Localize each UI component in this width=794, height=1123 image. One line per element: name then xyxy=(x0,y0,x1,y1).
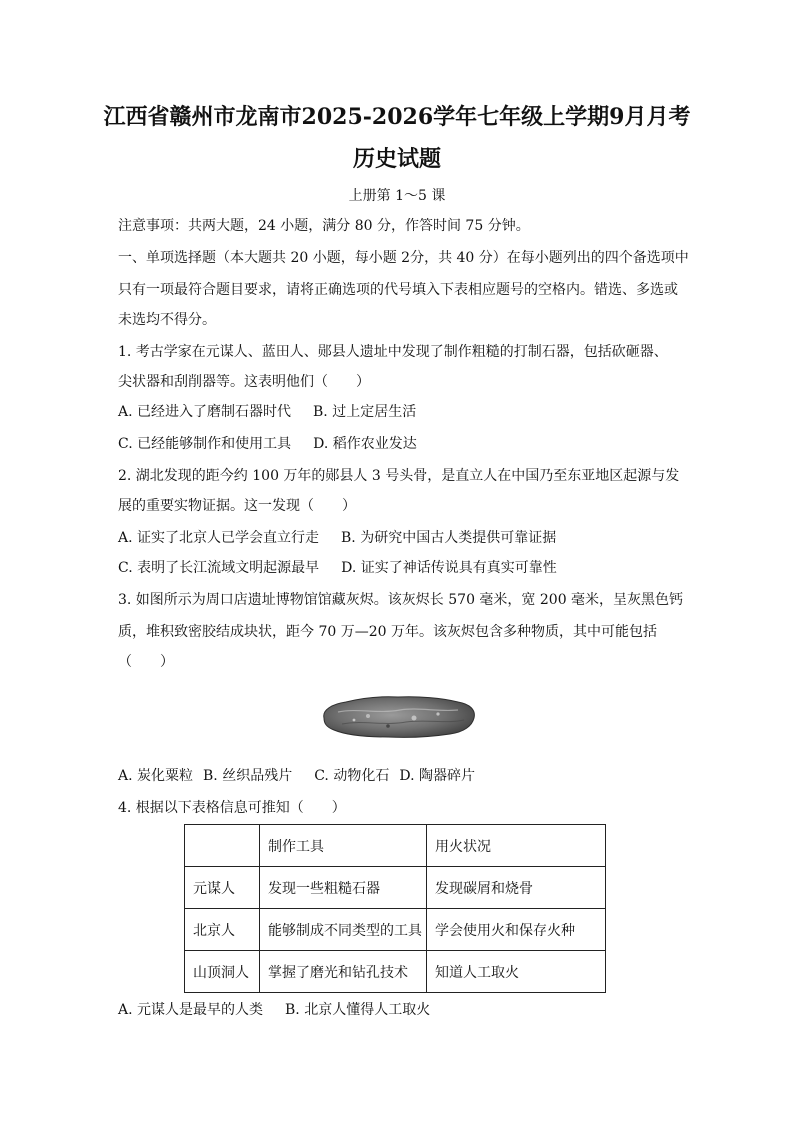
q2-option-b[interactable]: B. 为研究中国古人类提供可靠证据 xyxy=(341,530,557,546)
exam-notice: 注意事项：共两大题，24 小题，满分 80 分，作答时间 75 分钟。 xyxy=(118,218,530,234)
q2-stem-line: 展的重要实物证据。这一发现（ ） xyxy=(118,498,356,514)
q1-options-row xyxy=(118,402,438,422)
ash-specimen-image xyxy=(318,690,478,740)
q4-stem-line: 4. 根据以下表格信息可推知（ ） xyxy=(118,800,346,816)
q2-options-row xyxy=(118,558,579,578)
table-cell: 知道人工取火 xyxy=(427,951,606,993)
section-intro-line: 只有一项最符合题目要求，请将正确选项的代号填入下表相应题号的空格内。错选、多选或 xyxy=(118,282,678,298)
table-row xyxy=(185,951,606,993)
exam-title-line1: 江西省赣州市龙南市2025-2026学年七年级上学期9月月考 xyxy=(103,104,691,130)
table-row xyxy=(185,909,606,951)
table-header-cell xyxy=(185,825,260,867)
q3-stem-line: 质，堆积致密胶结成块状，距今 70 万—20 万年。该灰烬包含多种物质，其中可能包括 xyxy=(118,624,657,640)
table-cell: 学会使用火和保存火种 xyxy=(427,909,606,951)
q3-option-a[interactable]: A. 炭化粟粒 xyxy=(118,768,194,784)
q2-option-d[interactable]: D. 证实了神话传说具有真实可靠性 xyxy=(341,560,557,576)
q3-stem-line: 3. 如图所示为周口店遗址博物馆馆藏灰烬。该灰烬长 570 毫米，宽 200 毫米，呈灰黑色钙 xyxy=(118,592,684,608)
table-header-cell: 用火状况 xyxy=(427,825,606,867)
section-intro-line: 一、单项选择题（本大题共 20 小题，每小题 2分，共 40 分）在每小题列出的四个备选项中 xyxy=(118,250,689,266)
q1-option-a[interactable]: A. 已经进入了磨制石器时代 xyxy=(118,404,292,420)
q1-option-c[interactable]: C. 已经能够制作和使用工具 xyxy=(118,436,292,452)
table-cell: 发现一些粗糙石器 xyxy=(260,867,427,909)
q4-option-a[interactable]: A. 元谋人是最早的人类 xyxy=(118,1002,264,1018)
q3-options-row xyxy=(118,766,497,786)
q4-option-b[interactable]: B. 北京人懂得人工取火 xyxy=(285,1002,431,1018)
q3-option-b[interactable]: B. 丝织品残片 xyxy=(203,768,293,784)
exam-subtitle: 上册第 1～5 课 xyxy=(348,188,446,204)
q1-option-d[interactable]: D. 稻作农业发达 xyxy=(313,436,417,452)
table-cell: 掌握了磨光和钻孔技术 xyxy=(260,951,427,993)
table-row xyxy=(185,867,606,909)
q1-stem-line: 尖状器和刮削器等。这表明他们（ ） xyxy=(118,374,370,390)
q3-option-c[interactable]: C. 动物化石 xyxy=(314,768,390,784)
q4-options-row xyxy=(118,1000,452,1020)
table-cell: 发现碳屑和烧骨 xyxy=(427,867,606,909)
section-intro-line: 未选均不得分。 xyxy=(118,312,216,328)
table-cell: 元谋人 xyxy=(185,867,260,909)
q4-info-table xyxy=(184,824,606,993)
q2-options-row xyxy=(118,528,578,548)
table-cell: 北京人 xyxy=(185,909,260,951)
q2-option-a[interactable]: A. 证实了北京人已学会直立行走 xyxy=(118,530,320,546)
q1-options-row xyxy=(118,434,439,454)
table-cell: 山顶洞人 xyxy=(185,951,260,993)
q2-stem-line: 2. 湖北发现的距今约 100 万年的郧县人 3 号头骨，是直立人在中国乃至东亚地区起源与发 xyxy=(118,468,680,484)
table-cell: 能够制成不同类型的工具 xyxy=(260,909,427,951)
q3-option-d[interactable]: D. 陶器碎片 xyxy=(399,768,475,784)
q1-option-b[interactable]: B. 过上定居生活 xyxy=(313,404,417,420)
q1-stem-line: 1. 考古学家在元谋人、蓝田人、郧县人遗址中发现了制作粗糙的打制石器，包括砍砸器、 xyxy=(118,344,668,360)
table-header-cell: 制作工具 xyxy=(260,825,427,867)
exam-title-line2: 历史试题 xyxy=(352,146,441,172)
q2-option-c[interactable]: C. 表明了长江流域文明起源最早 xyxy=(118,560,320,576)
table-header-row xyxy=(185,825,606,867)
q3-stem-line: （ ） xyxy=(118,654,174,670)
